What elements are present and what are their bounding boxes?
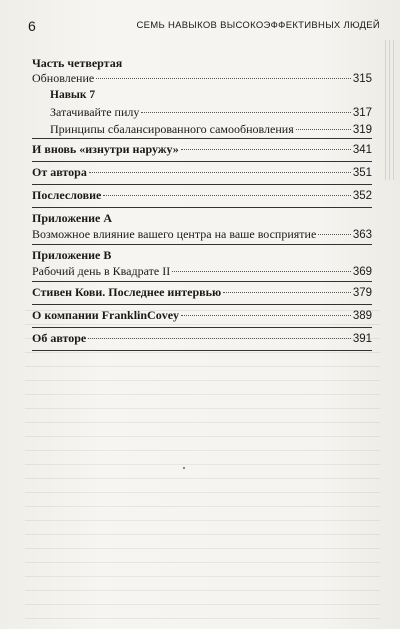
toc-entry-title: Принципы сбалансированного самообновления	[50, 122, 294, 136]
toc-entry-page: 317	[352, 107, 372, 119]
show-through-text	[25, 300, 380, 620]
print-speck	[183, 467, 185, 469]
divider	[32, 327, 372, 328]
toc-entry-principles[interactable]	[50, 122, 372, 138]
divider	[32, 350, 372, 351]
toc-entry-appendix-b[interactable]	[32, 264, 372, 280]
divider	[32, 244, 372, 245]
toc-entry-page: 341	[352, 144, 372, 156]
toc-entry-afterword[interactable]	[32, 188, 372, 204]
dot-leader	[172, 271, 351, 272]
appendix-b-heading: Приложение В	[32, 248, 112, 262]
toc-entry-interview[interactable]	[32, 285, 372, 301]
toc-entry-title: Обновление	[32, 71, 95, 85]
toc-entry-page: 379	[352, 287, 372, 299]
dot-leader	[223, 292, 351, 293]
habit7-heading: Навык 7	[50, 89, 96, 101]
toc-entry-from-author[interactable]	[32, 165, 372, 181]
toc-entry-about-author[interactable]	[32, 331, 372, 347]
toc-entry-page: 319	[352, 124, 372, 136]
toc-entry-title: Возможное влияние вашего центра на ваше восприятие	[32, 227, 317, 241]
running-title: СЕМЬ НАВЫКОВ ВЫСОКОЭФФЕКТИВНЫХ ЛЮДЕЙ	[136, 20, 380, 31]
toc-entry-title: О компании FranklinCovey	[32, 308, 180, 322]
toc-entry-page: 363	[352, 229, 372, 241]
toc-entry-appendix-a[interactable]	[32, 227, 372, 243]
running-header	[28, 18, 380, 34]
toc-entry-sharpen[interactable]	[50, 105, 372, 121]
dot-leader	[103, 195, 350, 196]
dot-leader	[181, 149, 351, 150]
toc-entry-page: 315	[352, 73, 372, 85]
appendix-a-heading: Приложение А	[32, 211, 113, 225]
dot-leader	[296, 129, 351, 130]
dot-leader	[96, 78, 351, 79]
toc-entry-renewal[interactable]	[32, 71, 372, 87]
dot-leader	[318, 234, 351, 235]
toc-entry-title: Послесловие	[32, 188, 102, 202]
toc-entry-title: Затачивайте пилу	[50, 105, 140, 119]
dot-leader	[141, 112, 350, 113]
toc-entry-title: И вновь «изнутри наружу»	[32, 142, 179, 156]
toc-entry-title: Стивен Кови. Последнее интервью	[32, 285, 222, 299]
toc-entry-page: 351	[352, 167, 372, 179]
dot-leader	[88, 338, 351, 339]
part4-heading: Часть четвертая	[32, 56, 123, 70]
toc-entry-title: От автора	[32, 165, 87, 179]
toc-entry-title: Об авторе	[32, 331, 87, 345]
divider	[32, 161, 372, 162]
toc-entry-inside-out[interactable]	[32, 142, 372, 158]
toc-entry-page: 352	[352, 190, 372, 202]
page-number: 6	[28, 18, 36, 34]
toc-entry-title: Рабочий день в Квадрате II	[32, 264, 171, 278]
toc-entry-page: 389	[352, 310, 372, 322]
dot-leader	[181, 315, 351, 316]
divider	[32, 281, 372, 282]
divider	[32, 138, 372, 139]
divider	[32, 207, 372, 208]
show-through-edge	[382, 40, 396, 180]
divider	[32, 304, 372, 305]
divider	[32, 184, 372, 185]
dot-leader	[89, 172, 351, 173]
toc-entry-page: 391	[352, 333, 372, 345]
toc-entry-page: 369	[352, 266, 372, 278]
toc-entry-franklin[interactable]	[32, 308, 372, 324]
